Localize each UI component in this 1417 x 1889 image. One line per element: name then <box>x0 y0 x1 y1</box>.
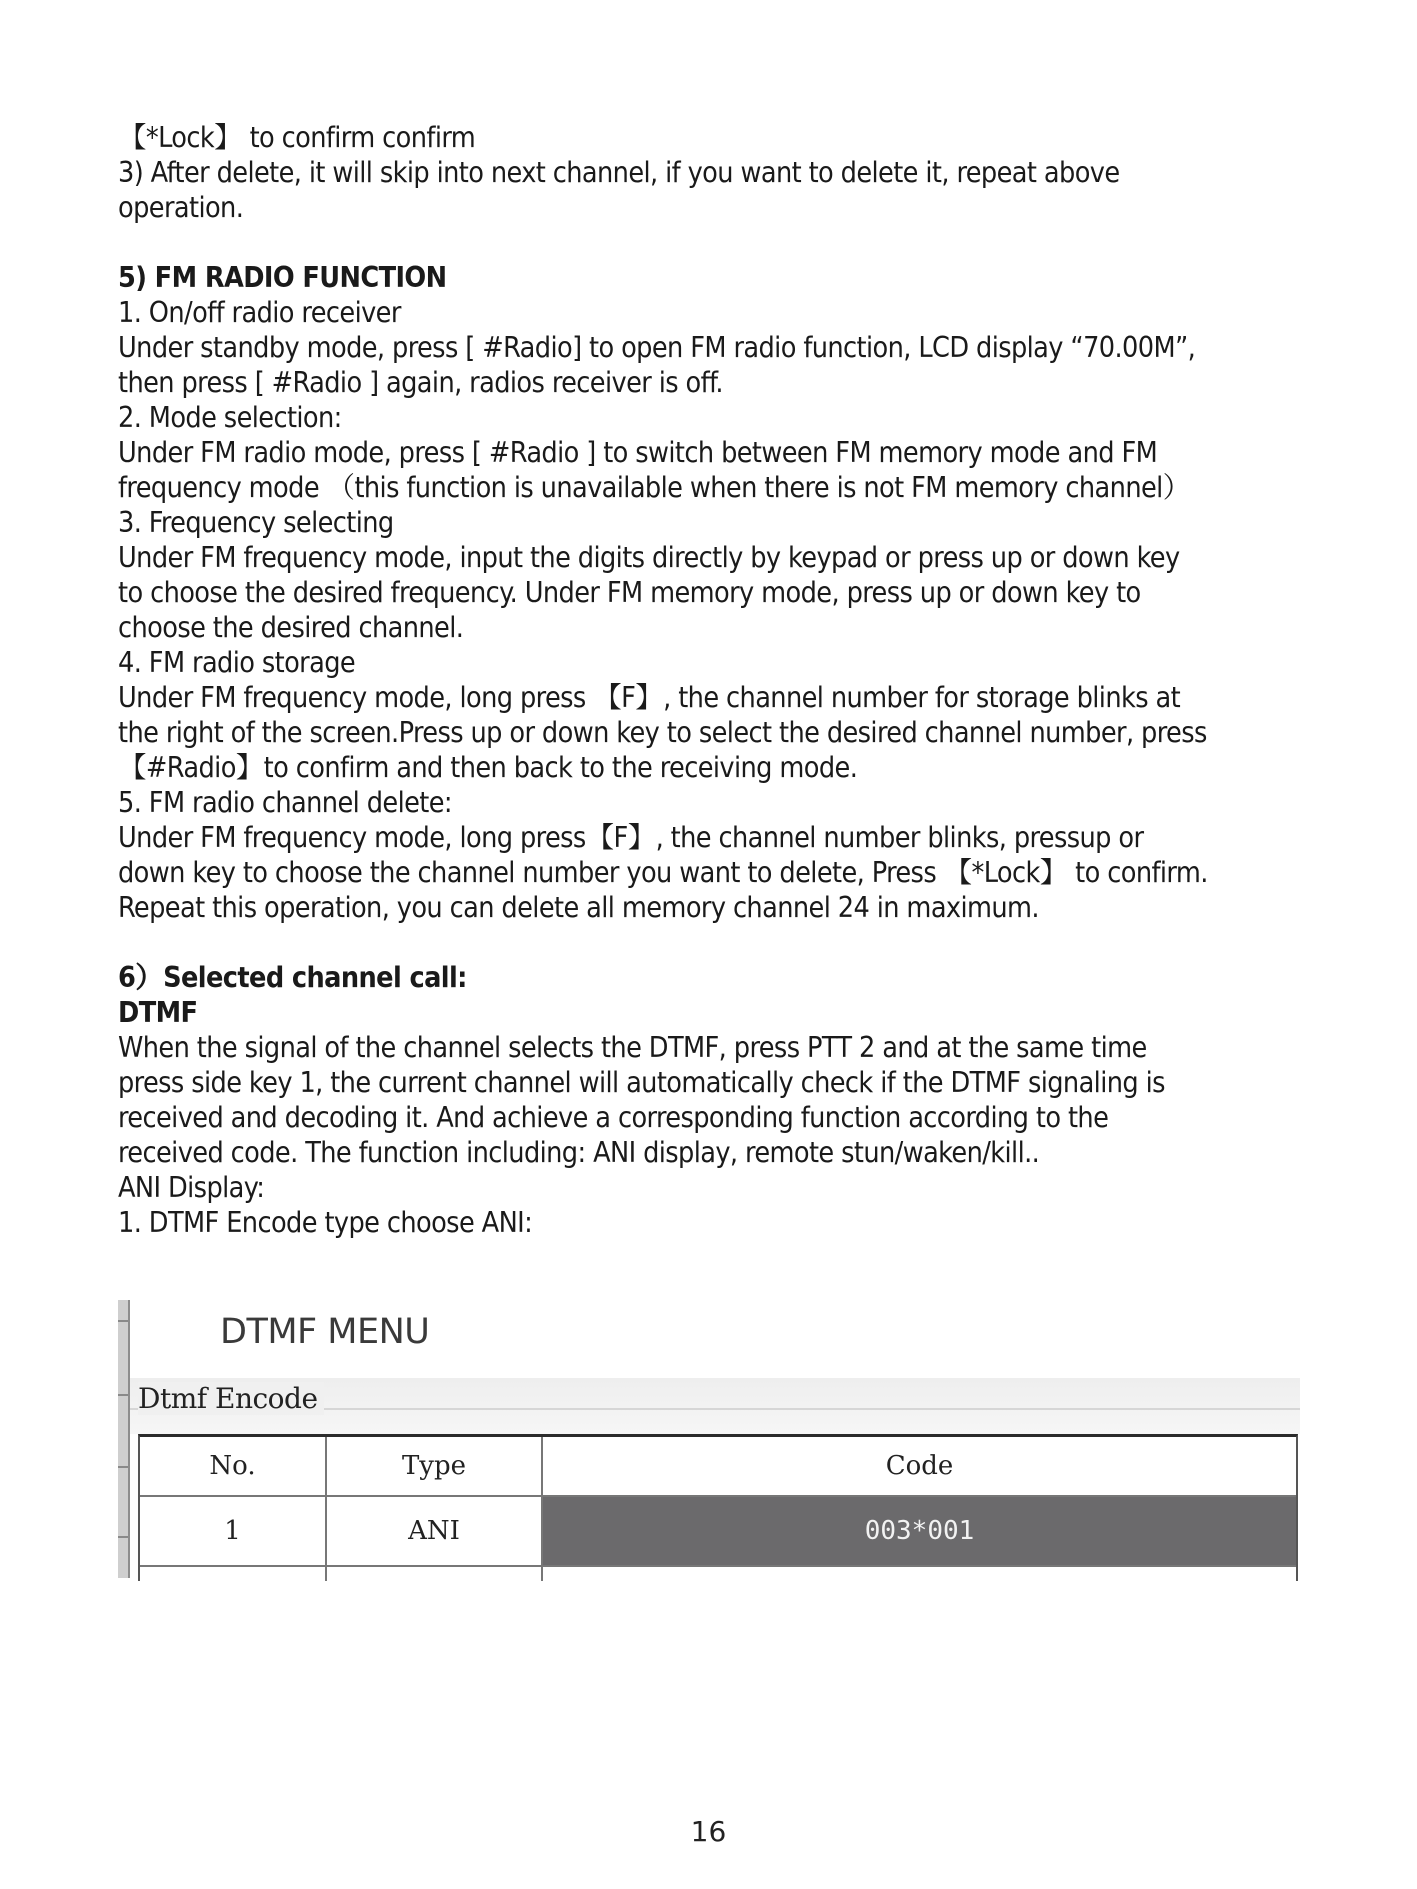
paragraph-gap <box>118 925 1348 960</box>
text-line: 【#Radio】to confirm and then back to the receiving mode. <box>118 751 858 784</box>
manual-text <box>118 120 1348 1240</box>
paragraph-gap <box>118 225 1348 260</box>
cell-empty <box>140 1567 327 1581</box>
dtmf-encode-table <box>138 1434 1298 1581</box>
section-heading: 6）Selected channel call: <box>118 961 467 994</box>
text-line: Under standby mode, press [ #Radio] to open FM radio function, LCD display “70.00M”, <box>118 331 1196 364</box>
text-line: received and decoding it. And achieve a corresponding function according to the <box>118 1101 1109 1134</box>
section-heading: DTMF <box>118 996 198 1029</box>
text-line: 3) After delete, it will skip into next channel, if you want to delete it, repeat above <box>118 156 1120 189</box>
column-header-type: Type <box>327 1437 543 1495</box>
edge-tick <box>118 1536 128 1538</box>
table-row-empty <box>140 1567 1296 1581</box>
text-line: down key to choose the channel number you want to delete, Press 【*Lock】 to confirm. <box>118 856 1208 889</box>
dtmf-encode-group-label: Dtmf Encode <box>138 1382 324 1415</box>
text-line: 3. Frequency selecting <box>118 506 394 539</box>
dtmf-menu-screenshot <box>118 1300 1300 1578</box>
text-line: Under FM frequency mode, long press 【F】, the channel number for storage blinks at <box>118 681 1181 714</box>
text-line: 1. DTMF Encode type choose ANI: <box>118 1206 533 1239</box>
edge-tick <box>118 1394 128 1396</box>
cell-empty <box>327 1567 543 1581</box>
text-line: ANI Display: <box>118 1171 265 1204</box>
text-line: operation. <box>118 191 244 224</box>
cell-empty <box>543 1567 1296 1581</box>
text-line: frequency mode （this function is unavailable when there is not FM memory channel） <box>118 471 1191 504</box>
table-row[interactable] <box>140 1497 1296 1567</box>
text-line: 2. Mode selection: <box>118 401 342 434</box>
cell-code-selected[interactable]: 003*001 <box>543 1497 1296 1565</box>
cell-type[interactable]: ANI <box>327 1497 543 1565</box>
edge-tick <box>118 1320 128 1322</box>
text-line: press side key 1, the current channel will automatically check if the DTMF signaling is <box>118 1066 1165 1099</box>
cell-no[interactable]: 1 <box>140 1497 327 1565</box>
text-line: Under FM frequency mode, long press【F】, the channel number blinks, pressup or <box>118 821 1144 854</box>
text-line: the right of the screen.Press up or down key to select the desired channel number, press <box>118 716 1207 749</box>
table-header-row <box>140 1437 1296 1497</box>
text-line: Under FM frequency mode, input the digits directly by keypad or press up or down key <box>118 541 1180 574</box>
text-line: When the signal of the channel selects the DTMF, press PTT 2 and at the same time <box>118 1031 1147 1064</box>
edge-tick <box>118 1466 128 1468</box>
text-line: Repeat this operation, you can delete all memory channel 24 in maximum. <box>118 891 1039 924</box>
text-line: choose the desired channel. <box>118 611 464 644</box>
text-line: 【*Lock】 to confirm confirm <box>118 121 476 154</box>
column-header-code: Code <box>885 1451 954 1481</box>
column-header-no: No. <box>140 1437 327 1495</box>
text-line: 5. FM radio channel delete: <box>118 786 452 819</box>
text-line: to choose the desired frequency. Under FM memory mode, press up or down key to <box>118 576 1141 609</box>
section-heading: 5) FM RADIO FUNCTION <box>118 261 447 294</box>
dtmf-menu-title: DTMF MENU <box>220 1312 430 1352</box>
text-line: Under FM radio mode, press [ #Radio ] to switch between FM memory mode and FM <box>118 436 1158 469</box>
text-line: 1. On/off radio receiver <box>118 296 401 329</box>
text-line: then press [ #Radio ] again, radios receiver is off. <box>118 366 723 399</box>
text-line: 4. FM radio storage <box>118 646 356 679</box>
text-line: received code. The function including: ANI display, remote stun/waken/kill.. <box>118 1136 1040 1169</box>
page-number: 16 <box>690 1815 727 1848</box>
